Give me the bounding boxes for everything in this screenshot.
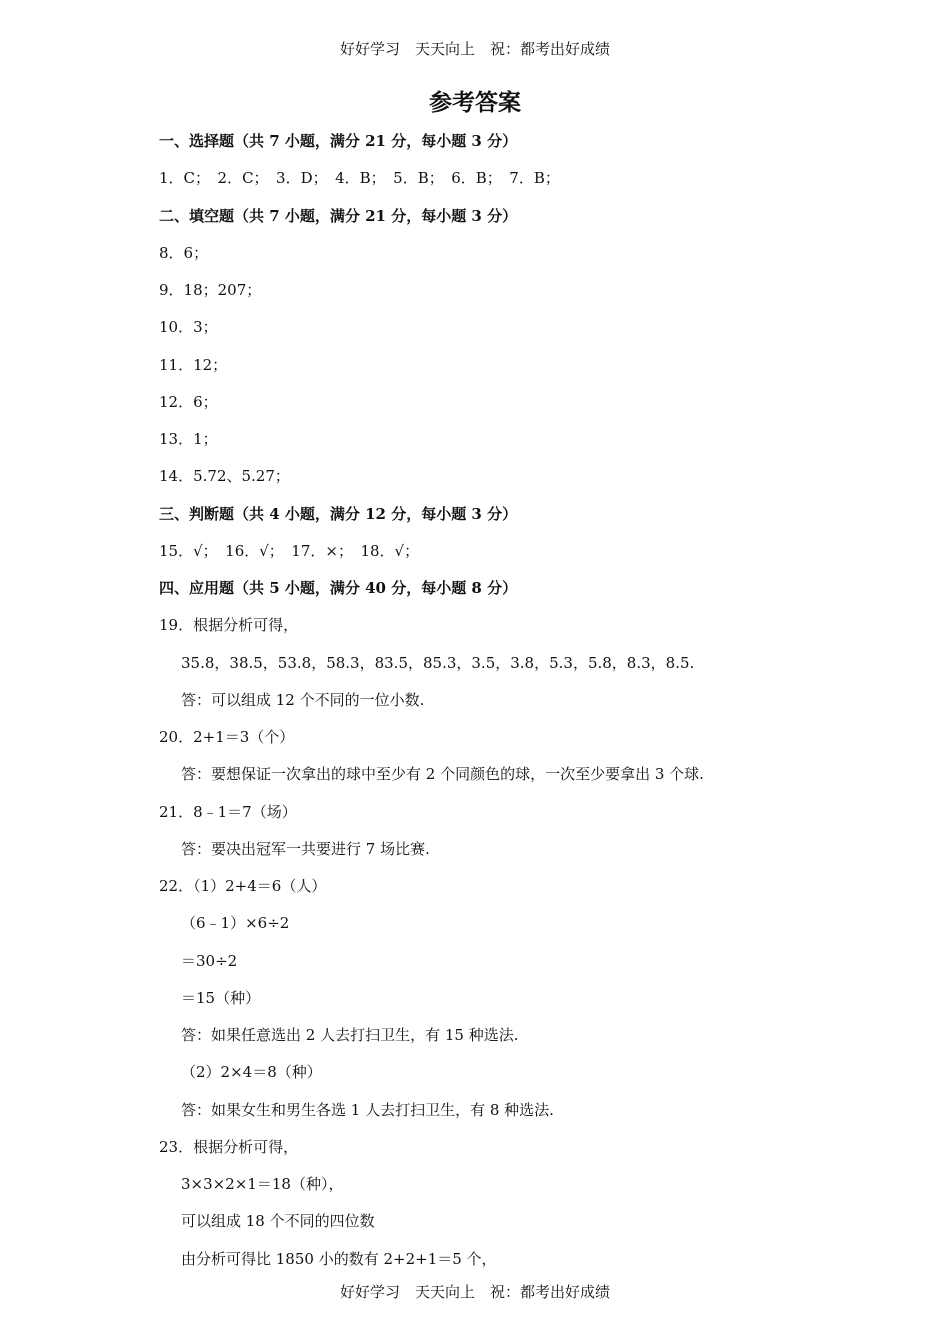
page-header: 好好学习 天天向上 祝：都考出好成绩 [339, 40, 610, 58]
answer-line: 8．6； [159, 243, 209, 262]
page-title: 参考答案 [429, 89, 521, 116]
answer-line: 14．5.72、5.27； [159, 467, 290, 486]
answer-line: 1．C； 2．C； 3．D； 4．B； 5．B； 6．B； 7．B； [159, 169, 560, 188]
answer-line: 10．3； [159, 318, 218, 337]
answer-line: 9．18；207； [159, 281, 262, 299]
answer-line: 答：要想保证一次拿出的球中至少有 2 个同颜色的球，一次至少要拿出 3 个球. [181, 765, 704, 784]
page-footer: 好好学习 天天向上 祝：都考出好成绩 [339, 1283, 610, 1301]
answer-line: 可以组成 18 个不同的四位数 [181, 1212, 375, 1231]
answer-line: 20．2+1＝3（个） [159, 728, 295, 746]
answer-line: 答：如果任意选出 2 人去打扫卫生，有 15 种选法. [181, 1026, 519, 1044]
answer-line: 答：要决出冠军一共要进行 7 场比赛. [181, 839, 430, 858]
answer-line: 23．根据分析可得， [159, 1137, 299, 1156]
answer-content [159, 130, 859, 1285]
answer-line: 15．√； 16．√； 17．×； 18．√； [159, 541, 420, 560]
section-heading-fill: 二、填空题（共 7 小题，满分 21 分，每小题 3 分） [159, 206, 518, 225]
answer-line: 35.8，38.5，53.8，58.3，83.5，85.3，3.5，3.8，5.3，5.8，8.3，8.5. [181, 653, 695, 672]
answer-line: 答：如果女生和男生各选 1 人去打扫卫生，有 8 种选法. [181, 1100, 554, 1119]
answer-line: 13．1； [159, 430, 218, 448]
answer-line: 答：可以组成 12 个不同的一位小数. [181, 690, 425, 709]
section-heading-choice: 一、选择题（共 7 小题，满分 21 分，每小题 3 分） [159, 132, 518, 150]
answer-line: （2）2×4＝8（种） [181, 1063, 322, 1082]
section-heading-application: 四、应用题（共 5 小题，满分 40 分，每小题 8 分） [159, 579, 518, 597]
answer-line: 3×3×2×1＝18（种）， [181, 1175, 344, 1193]
answer-line: 12．6； [159, 392, 218, 411]
answer-line: 22．（1）2+4＝6（人） [159, 877, 327, 895]
answer-line: 11．12； [159, 355, 228, 374]
answer-line: 由分析可得比 1850 小的数有 2+2+1＝5 个， [181, 1249, 497, 1268]
answer-line: 21．8﹣1＝7（场） [159, 802, 297, 821]
answer-line: ＝30÷2 [181, 951, 238, 970]
answer-line: ＝15（种） [181, 988, 261, 1007]
answer-line: （6﹣1）×6÷2 [181, 914, 290, 933]
section-heading-judge: 三、判断题（共 4 小题，满分 12 分，每小题 3 分） [159, 504, 518, 523]
answer-line: 19．根据分析可得， [159, 616, 299, 635]
